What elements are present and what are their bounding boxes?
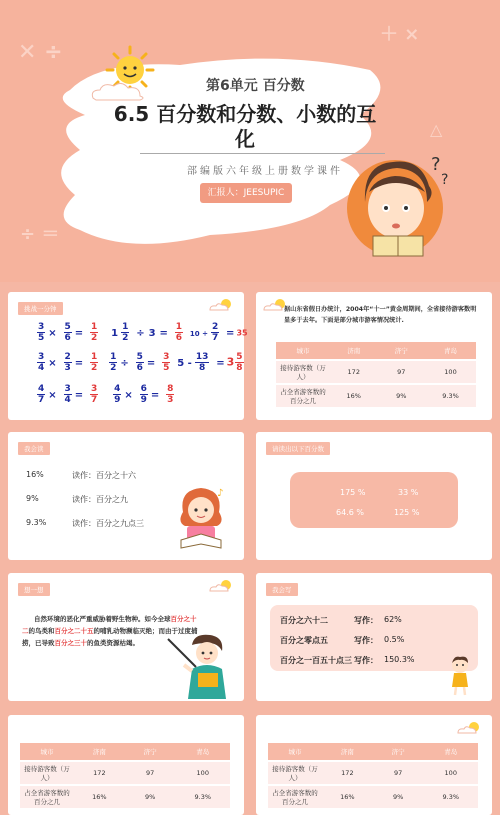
story-part: 的鸟类和 xyxy=(28,627,55,635)
slide-write xyxy=(256,573,492,701)
percent-reading: 读作：百分之九点三 xyxy=(72,519,144,528)
table-header-row xyxy=(20,743,230,761)
svg-text:?: ? xyxy=(431,154,441,175)
subtitle: 部编版六年级上册数学课件 xyxy=(187,166,343,177)
write-value: 62% xyxy=(384,615,402,624)
table-cell: 9% xyxy=(125,785,176,808)
math-row-2: $\frac{3}{4}$ × $\frac{2}{3}$ = $\frac{1}{2}$ $\frac{1}{2}$ ÷ $\frac{5}{6}$ = $\frac{3}{5}$ 5 - $\frac{13}{8}$ = 3 $\frac{5}{8}$ xyxy=(38,352,243,373)
stats-table xyxy=(20,743,230,808)
table-row xyxy=(276,384,476,407)
slide-tag: 请读出以下百分数 xyxy=(266,442,330,455)
table-header: 青岛 xyxy=(425,342,476,360)
table-cell: 接待游客数（万人） xyxy=(268,761,322,785)
write-label: 写作： xyxy=(354,636,378,645)
table-header: 济南 xyxy=(322,743,373,761)
sun-cloud-icon xyxy=(208,296,236,312)
table-cell: 97 xyxy=(125,761,176,785)
teacher-illustration xyxy=(158,633,238,699)
slide-tag: 我会读 xyxy=(18,442,50,455)
table-cell: 16% xyxy=(74,785,125,808)
write-item-text: 百分之零点五 xyxy=(280,636,328,645)
story-part: 的鱼类资源枯竭。 xyxy=(87,639,139,647)
table-header: 城市 xyxy=(276,342,330,360)
chalk-deco: ✕ ÷ xyxy=(18,40,63,65)
table-cell: 100 xyxy=(424,761,478,785)
table-row xyxy=(20,761,230,785)
slide-read xyxy=(8,432,244,560)
slide-tag: 挑战一分钟 xyxy=(18,302,63,315)
table-cell: 100 xyxy=(425,360,476,384)
percent-box xyxy=(290,472,458,528)
table-row xyxy=(20,785,230,808)
table-cell: 97 xyxy=(373,761,424,785)
table-cell: 9% xyxy=(373,785,424,808)
percent-item: 64.6 % xyxy=(336,508,364,517)
table-cell: 100 xyxy=(176,761,230,785)
sun-cloud-icon xyxy=(456,719,484,735)
cover-slide xyxy=(0,0,500,282)
percent-item: 33 % xyxy=(398,488,419,497)
slide-stats-table xyxy=(256,292,492,420)
table-header: 济南 xyxy=(330,342,378,360)
table-cell: 接待游客数（万人） xyxy=(276,360,330,384)
table-cell: 16% xyxy=(330,384,378,407)
stats-intro: 据山东省假日办统计，2004年“十一”黄金周期间，全省接待游客数明显多于去年。下面是部分城市游客情况统计. xyxy=(284,306,477,324)
child-illustration xyxy=(446,655,474,697)
write-label: 写作： xyxy=(354,616,378,625)
chalk-deco: ÷ ＝ xyxy=(20,224,60,245)
story-highlight: 百分之三十 xyxy=(54,639,87,647)
slide-quiz xyxy=(8,292,248,420)
table-cell: 172 xyxy=(322,761,373,785)
percent-value: 9% xyxy=(26,494,39,503)
table-cell: 9.3% xyxy=(425,384,476,407)
sun-cloud-icon xyxy=(208,577,236,593)
story-highlight: 百分之二十五 xyxy=(54,627,94,635)
table-cell: 97 xyxy=(378,360,426,384)
math-row-3: $\frac{4}{7}$ × $\frac{3}{4}$ = $\frac{3}{7}$ $\frac{4}{9}$ × $\frac{6}{9}$ = $\frac{8}{3}$ xyxy=(38,384,174,405)
table-header: 济宁 xyxy=(373,743,424,761)
percent-value: 16% xyxy=(26,470,44,479)
percent-reading: 读作：百分之九 xyxy=(72,495,128,504)
table-cell: 9% xyxy=(378,384,426,407)
table-header-row xyxy=(268,743,478,761)
stats-table xyxy=(276,342,476,407)
page-title: 6.5 百分数和分数、小数的互化 xyxy=(113,102,377,151)
write-item-text: 百分之一百五十点三 xyxy=(280,656,352,665)
table-header: 城市 xyxy=(268,743,322,761)
table-cell: 接待游客数（万人） xyxy=(20,761,74,785)
reading-girl-illustration xyxy=(173,482,231,552)
table-cell: 16% xyxy=(322,785,373,808)
write-label: 写作： xyxy=(354,656,378,665)
write-item-text: 百分之六十二 xyxy=(280,616,328,625)
slide-story xyxy=(8,573,244,701)
slide-stats-table-3 xyxy=(256,715,492,815)
story-part: 的哺乳动物濒临灭绝；而由于过度捕捞，已导致 xyxy=(22,627,198,647)
table-header: 城市 xyxy=(20,743,74,761)
percent-item: 125 % xyxy=(394,508,420,517)
slide-stats-table-2 xyxy=(8,715,244,815)
table-cell: 占全省游客数的百分之几 xyxy=(276,384,330,407)
percent-value: 9.3% xyxy=(26,518,47,527)
chalk-deco: △ xyxy=(430,120,443,139)
percent-item: 175 % xyxy=(340,488,366,497)
unit-label: 第6单元 百分数 xyxy=(206,78,305,94)
table-header-row xyxy=(276,342,476,360)
svg-text:♪: ♪ xyxy=(217,488,224,499)
slide-read-percents xyxy=(256,432,492,560)
svg-text:?: ? xyxy=(441,172,449,188)
table-header: 济宁 xyxy=(125,743,176,761)
percent-reading: 读作：百分之十六 xyxy=(72,471,136,480)
chalk-deco: ＋ × xyxy=(380,24,420,45)
table-header: 青岛 xyxy=(424,743,478,761)
math-row-1: $\frac{3}{5}$ × $\frac{5}{6}$ = $\frac{1}{2}$ 1 $\frac{1}{2}$ ÷ 3 = $\frac{1}{6}$ 10 ÷ $\frac{2}{7}$ = 35 xyxy=(38,322,248,343)
table-cell: 9.3% xyxy=(424,785,478,808)
table-cell: 占全省游客数的百分之几 xyxy=(20,785,74,808)
table-header: 济宁 xyxy=(378,342,426,360)
write-value: 150.3% xyxy=(384,655,415,664)
table-cell: 9.3% xyxy=(176,785,230,808)
table-cell: 172 xyxy=(74,761,125,785)
reporter-badge: 汇报人：JEESUPIC xyxy=(200,183,292,203)
story-part: 自然环境的恶化严重威胁着野生物种。如今全球 xyxy=(34,615,171,623)
thinking-boy-illustration xyxy=(345,150,455,265)
table-cell: 占全省游客数的百分之几 xyxy=(268,785,322,808)
slide-tag: 想一想 xyxy=(18,583,50,596)
cloud-icon xyxy=(88,80,148,102)
table-row xyxy=(268,785,478,808)
table-header: 济南 xyxy=(74,743,125,761)
table-row xyxy=(268,761,478,785)
write-value: 0.5% xyxy=(384,635,405,644)
table-header: 青岛 xyxy=(176,743,230,761)
table-cell: 172 xyxy=(330,360,378,384)
story-highlight: 百分之十二 xyxy=(22,615,197,635)
stats-table xyxy=(268,743,478,808)
table-row xyxy=(276,360,476,384)
slide-tag: 我会写 xyxy=(266,583,298,596)
